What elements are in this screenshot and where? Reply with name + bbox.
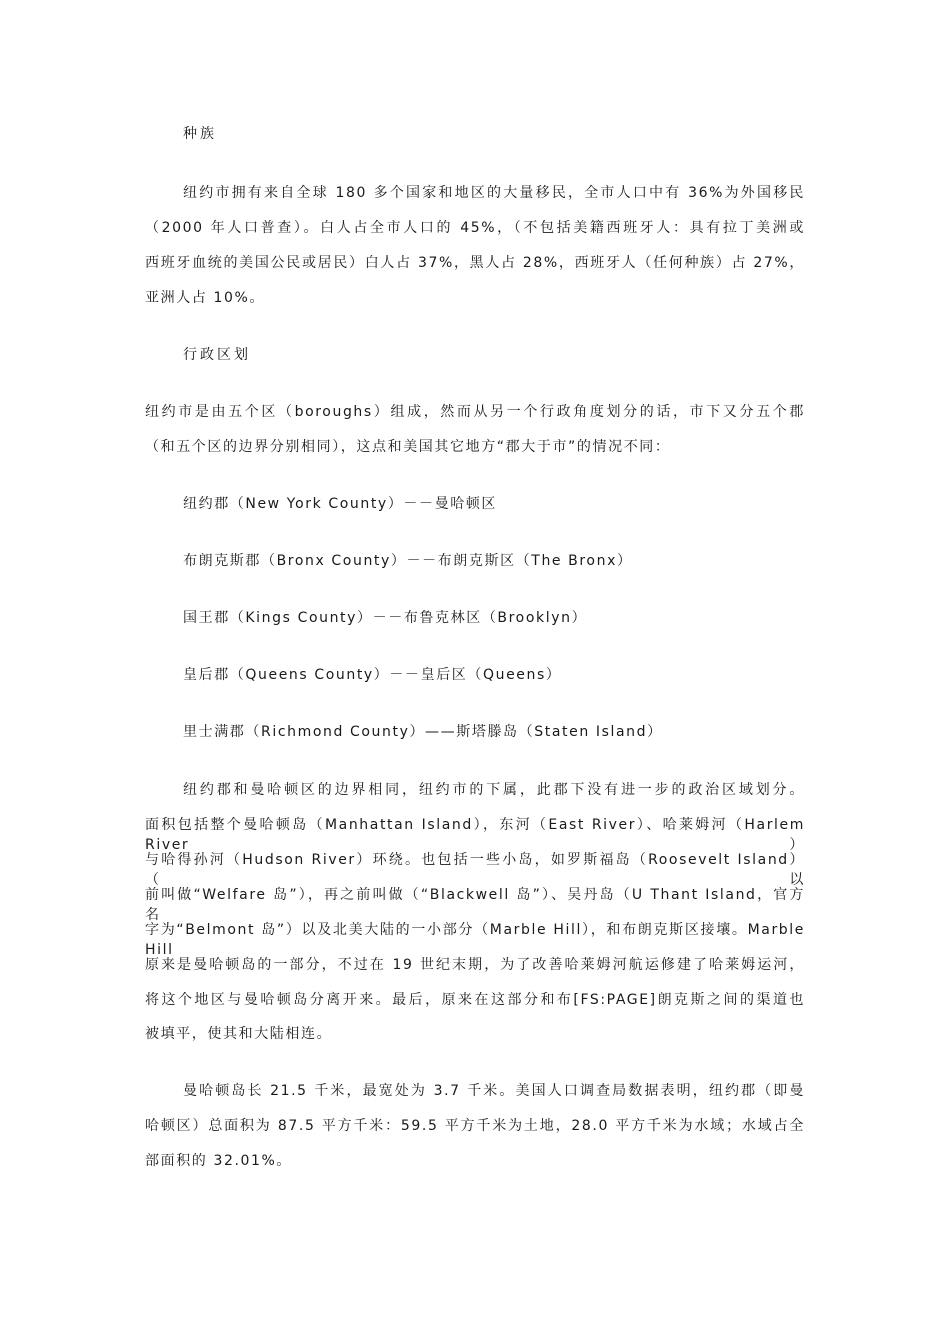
ny-county-paragraph-line: 纽约郡和曼哈顿区的边界相同，纽约市的下属，此郡下没有进一步的政治区域划分。 xyxy=(183,782,805,798)
ny-county-paragraph-line: 将这个地区与曼哈顿岛分离开来。最后，原来在这部分和布[FS:PAGE]朗克斯之间的渠道也 xyxy=(145,992,805,1008)
ny-county-paragraph-line: 面积包括整个曼哈顿岛（Manhattan Island），东河（East River）、哈莱姆河（Harlem River） xyxy=(145,817,805,853)
heading-administrative-divisions: 行政区划 xyxy=(183,347,251,363)
ny-county-paragraph-line: 被填平，使其和大陆相连。 xyxy=(145,1026,333,1042)
race-paragraph-line: 西班牙血统的美国公民或居民）白人占 37%，黑人占 28%，西班牙人（任何种族）占 27%， xyxy=(145,255,805,271)
county-list-item: 皇后郡（Queens County）－－皇后区（Queens） xyxy=(183,667,562,683)
county-list-item: 纽约郡（New York County）－－曼哈顿区 xyxy=(183,496,498,512)
race-paragraph-line: 亚洲人占 10%。 xyxy=(145,290,265,306)
race-paragraph-line: 纽约市拥有来自全球 180 多个国家和地区的大量移民，全市人口中有 36%为外国移民 xyxy=(183,185,805,201)
area-paragraph-line: 曼哈顿岛长 21.5 千米，最宽处为 3.7 千米。美国人口调查局数据表明，纽约郡（即曼 xyxy=(183,1083,805,1099)
ny-county-paragraph-line: 字为“Belmont 岛”）以及北美大陆的一小部分（Marble Hill），和布朗克斯区接壤。Marble Hill xyxy=(145,922,805,958)
county-list-item: 里士满郡（Richmond County）——斯塔滕岛（Staten Island） xyxy=(183,724,663,740)
race-paragraph-line: （2000 年人口普查）。白人占全市人口的 45%，（不包括美籍西班牙人：具有拉丁美洲或 xyxy=(145,220,805,236)
heading-race: 种族 xyxy=(183,126,217,142)
county-list-item: 布朗克斯郡（Bronx County）－－布朗克斯区（The Bronx） xyxy=(183,553,633,569)
admin-intro-line: 纽约市是由五个区（boroughs）组成，然而从另一个行政角度划分的话，市下又分五个郡 xyxy=(145,404,805,420)
county-list-item: 国王郡（Kings County）－－布鲁克林区（Brooklyn） xyxy=(183,610,588,626)
area-paragraph-line: 哈顿区）总面积为 87.5 平方千米：59.5 平方千米为土地，28.0 平方千米为水域；水域占全 xyxy=(145,1118,805,1134)
admin-intro-line: （和五个区的边界分别相同），这点和美国其它地方“郡大于市”的情况不同： xyxy=(145,439,671,455)
ny-county-paragraph-line: 与哈得孙河（Hudson River）环绕。也包括一些小岛，如罗斯福岛（Roosevelt Island）（以 xyxy=(145,852,805,888)
ny-county-paragraph-line: 原来是曼哈顿岛的一部分，不过在 19 世纪末期，为了改善哈莱姆河航运修建了哈莱姆运河， xyxy=(145,957,805,973)
ny-county-paragraph-line: 前叫做“Welfare 岛”），再之前叫做（“Blackwell 岛”）、吴丹岛（U Thant Island，官方名 xyxy=(145,887,805,923)
area-paragraph-line: 部面积的 32.01%。 xyxy=(145,1153,293,1169)
